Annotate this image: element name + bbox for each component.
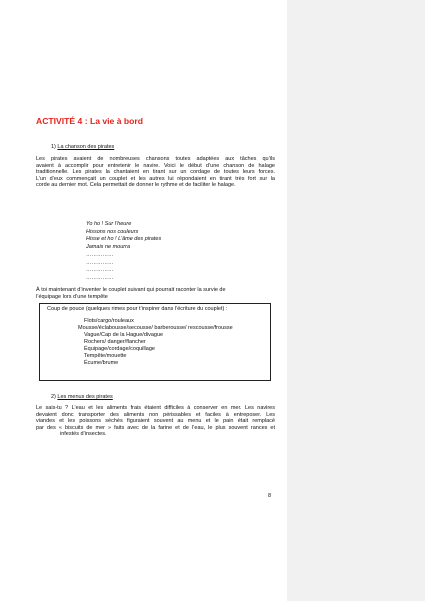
dotted-line: …………… [86,259,114,266]
song-line: Jamais ne mourra [86,244,131,251]
song-line: Yo ho ! Sur l’heure [86,221,132,227]
rhyme-word-list: Tempête/mouette [84,353,127,359]
section1-heading-text: La chanson des pirates [57,144,115,150]
comment-margin [287,0,425,601]
section1-number: 1) [51,144,56,150]
section1-paragraph [36,156,275,189]
paragraph-line: avaient à accomplir pour entretenir le navire. Voici le début d’une chanson de halage [36,162,275,169]
song-lyrics [86,221,161,283]
instruction-line: À toi maintenant d’inventer le couplet suivant qui pourrait raconter la survie de [36,287,226,293]
paragraph-line: par des « biscuits de mer » faits avec de la farine et de l’eau, le plus souvent rances et [36,424,275,431]
section2-paragraph [36,405,275,438]
paragraph-line: traditionnelle. Les pirates la chantaient en tirant sur un cordage de toutes leurs forces. [36,169,275,176]
dotted-line: …………… [86,251,114,258]
song-line: Hisse et ho ! L’âme des pirates [86,236,162,243]
paragraph-line: Les pirates avaient de nombreuses chansons toutes adaptées aux tâches qu’ils [36,156,275,162]
rhyme-word-list: Mousse/éclabousse/secousse/ barberousse/ rescousse/frousse [78,325,233,331]
instruction-text [36,287,275,300]
rhyme-word-list: Flots/cargo/rouleaux [84,318,134,324]
paragraph-line: devaient donc transporter des aliments non périssables et faciles à entreposer. Les [36,411,275,418]
paragraph-line: Le sais-tu ? L’eau et les aliments frais étaient difficiles à conserver en mer. Les navires [36,405,275,411]
song-line: Hissons nos couleurs [86,228,139,235]
page-number: 8 [268,493,272,499]
rhyme-word-list: Équipage/cordage/coquillage [84,346,155,352]
section2-number: 2) [51,394,56,400]
dotted-line: …………… [86,274,114,281]
section2-heading [51,394,113,400]
instruction-line: l’équipage lors d’une tempête [36,293,108,300]
dotted-line: …………… [86,267,114,274]
section1-heading [51,144,114,150]
hint-box-intro: Coup de pouce (quelques rimes pour t’inspirer dans l’écriture du couplet) : [47,306,228,312]
rhyme-word-list: Rochers/ danger/flancher [84,339,146,345]
paragraph-line: L’un d’eux commençait un couplet et les autres lui répondaient en tirant très fort sur la [36,175,275,182]
activity-title: ACTIVITÉ 4 : La vie à bord [36,116,143,126]
section2-heading-text: Les menus des pirates [57,394,113,400]
hint-box [39,303,271,381]
paragraph-line: corde au dernier mot. Cela permettait de donner le rythme et de faciliter le halage. [36,182,236,189]
paragraph-line: infestés d’insectes. [60,431,107,438]
paragraph-line: viandes et les poissons séchés figuraient souvent au menu et le pain était remplacé [36,418,275,425]
rhyme-word-list: Écume/brume [84,360,119,366]
rhyme-word-list: Vague/Cap de la Hague/divague [84,332,164,338]
